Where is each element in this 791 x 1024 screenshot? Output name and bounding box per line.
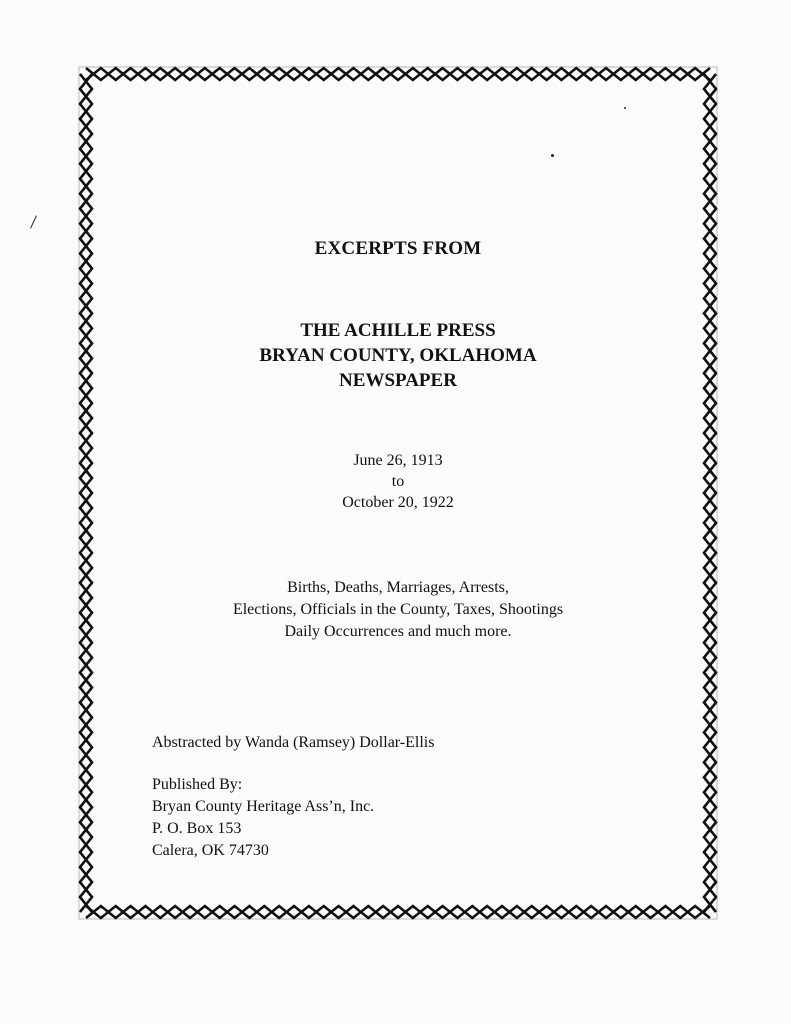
border-strand [80, 74, 92, 912]
end-date: October 20, 1922 [342, 494, 454, 511]
contents-line-2: Elections, Officials in the County, Taxes, Shootings [232, 601, 564, 618]
publisher-name: Bryan County Heritage Ass’n, Inc. [152, 798, 375, 815]
scan-speck [624, 107, 626, 109]
address-line-2: Calera, OK 74730 [152, 842, 269, 859]
date-connector: to [391, 473, 405, 490]
border-strand [86, 906, 710, 918]
border-strand [704, 74, 716, 912]
border-strand [86, 68, 710, 80]
contents-line-3: Daily Occurrences and much more. [284, 623, 512, 640]
address-line-1: P. O. Box 153 [152, 820, 242, 837]
abstracted-by: Abstracted by Wanda (Ramsey) Dollar-Ellis [152, 734, 435, 751]
county-title: BRYAN COUNTY, OKLAHOMA [259, 345, 537, 366]
border-strand [86, 906, 710, 918]
published-by-label: Published By: [152, 776, 243, 793]
newspaper-title: THE ACHILLE PRESS [300, 320, 496, 341]
newspaper-label: NEWSPAPER [339, 370, 457, 391]
border-strand [86, 68, 710, 80]
scan-speck [551, 154, 554, 157]
contents-line-1: Births, Deaths, Marriages, Arrests, [287, 579, 509, 596]
excerpts-heading: EXCERPTS FROM [314, 238, 482, 259]
start-date: June 26, 1913 [353, 452, 443, 469]
